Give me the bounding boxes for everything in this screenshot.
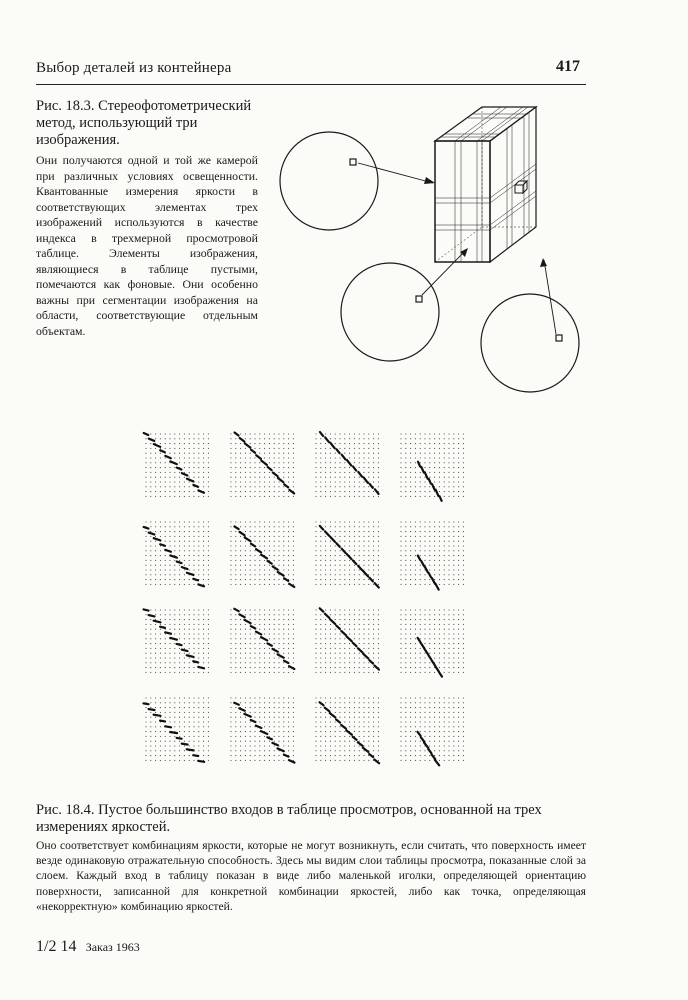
- figure-18-4-description: [36, 838, 586, 914]
- page-number: 417: [556, 58, 580, 75]
- layer-panel: [230, 432, 294, 496]
- signature-mark: 1/2 14: [36, 938, 77, 955]
- pixel-marker-2: [416, 296, 422, 302]
- layer-panel: [144, 521, 209, 586]
- pixel-marker-1: [350, 159, 356, 165]
- image-circle-3: [481, 294, 579, 392]
- figure-18-4-description-text: Оно соответствует комбинациям яркости, которые не могут возникнуть, если считать, что поверхность имеет везде одинаковую отражательную способность. Здесь мы видим слои таблицы просмотра, показанные слой за слоем. Каждый вход в таблицу показан в виде либо маленькой иголки, определяющей ориентацию поверхности, записанной для конкретной комбинации яркостей, либо как точка, определяющая «некорректную» комбинацию яркостей.: [36, 839, 586, 913]
- figure-18-3-caption: Рис. 18.3. Стереофотометрический метод, использующий три изображения.: [36, 98, 252, 148]
- pixel-marker-3: [556, 335, 562, 341]
- layer-panel: [230, 521, 294, 587]
- lookup-table-cube: [435, 107, 536, 262]
- order-number: Заказ 1963: [85, 940, 140, 954]
- image-circle-1: [280, 132, 378, 230]
- layer-panel: [315, 608, 379, 673]
- mapping-arrows: [358, 163, 556, 334]
- layer-panel: [315, 521, 379, 587]
- layer-panel: [400, 697, 464, 765]
- running-header: [36, 60, 586, 85]
- layer-panel: [144, 433, 209, 497]
- layer-panel: [400, 609, 464, 676]
- figure-18-4-caption: Рис. 18.4. Пустое большинство входов в таблице просмотров, основанной на трех измерениях яркостей.: [36, 802, 542, 835]
- layer-panel: [230, 609, 294, 673]
- running-title: Выбор деталей из контейнера: [36, 60, 232, 76]
- layer-panel: [400, 521, 464, 589]
- layer-panel: [144, 697, 209, 761]
- layer-panel: [400, 433, 464, 500]
- stereo-photometry-diagram: [270, 85, 600, 420]
- lookup-table-layers: [140, 428, 490, 788]
- layer-panel: [315, 697, 379, 763]
- layer-panel: [230, 697, 294, 762]
- layer-panel: [315, 432, 379, 497]
- figure-18-3-description: [36, 153, 258, 339]
- figure-18-3-description-text: Они получаются одной и той же камерой при различных условиях освещенности. Квантованные измерения яркости в соответствующих элементах трех изображений используются в качестве индекса в трехмерной просмотровой таблице. Элементы изображения, являющиеся в таблице пустыми, помечаются как фоновые. Они особенно важны при сегментации изображения на области, соответствующие отдельным объектам.: [36, 153, 258, 338]
- layer-panel: [144, 609, 209, 673]
- page-footer: [36, 938, 140, 956]
- image-circle-2: [341, 263, 439, 361]
